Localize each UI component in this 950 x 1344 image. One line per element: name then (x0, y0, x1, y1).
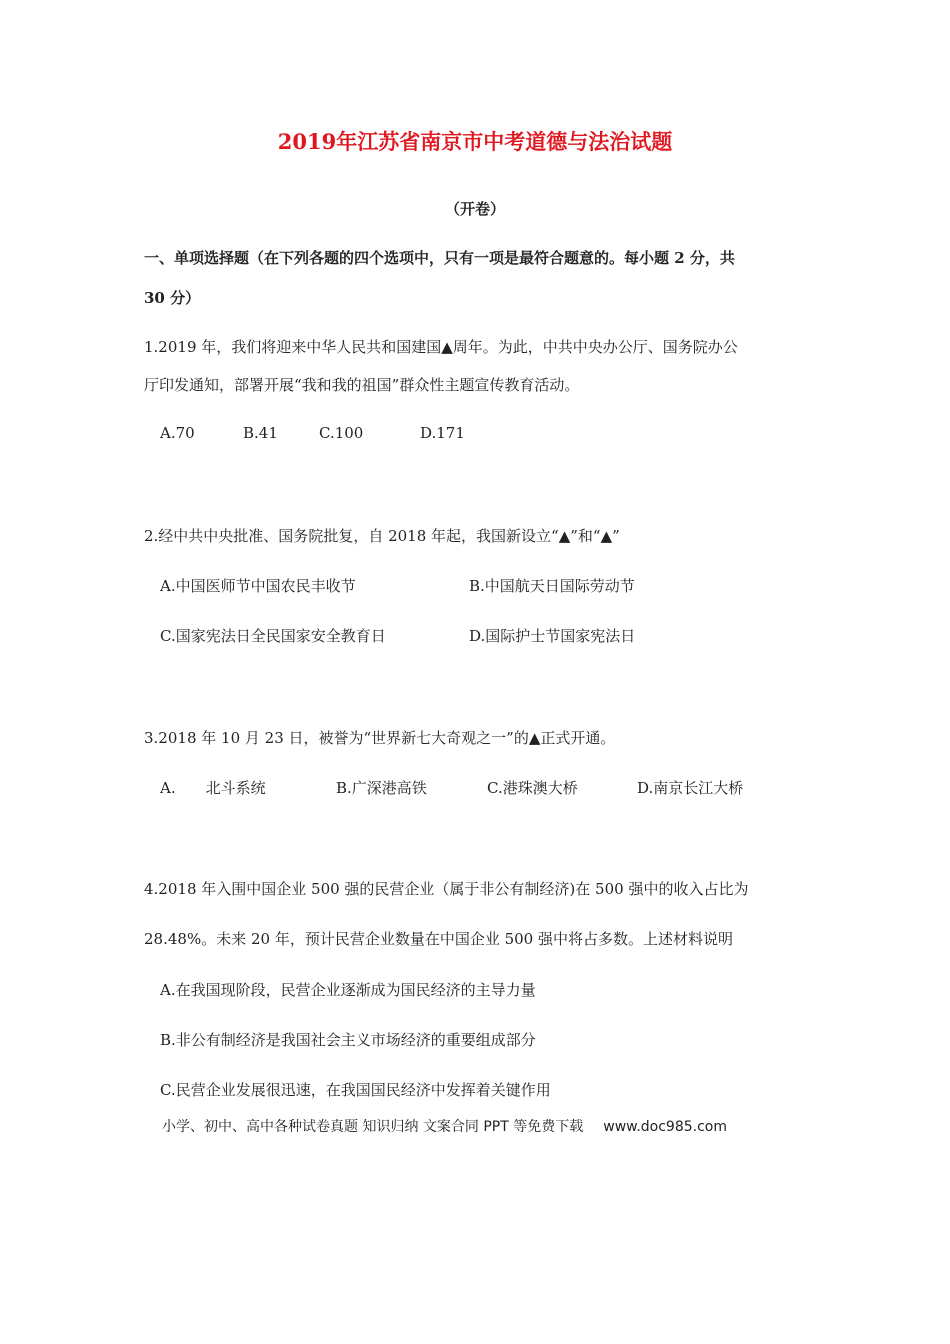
q2-option-c: C.国家宪法日全民国家安全教育日 (160, 627, 386, 645)
q2-option-b: B.中国航天日国际劳动节 (469, 577, 635, 595)
question-4-line1: 4.2018 年入围中国企业 500 强的民营企业（属于非公有制经济)在 500 强中的收入占比为 (144, 880, 749, 898)
section-heading-line2: 30 分） (144, 289, 201, 307)
question-1-line1: 1.2019 年，我们将迎来中华人民共和国建国▲周年。为此，中共中央办公厅、国务院办公 (144, 338, 738, 356)
footer-text: 小学、初中、高中各种试卷真题 知识归纳 文案合同 PPT 等免费下载 (162, 1119, 584, 1135)
q3-option-a: A. 北斗系统 (160, 779, 266, 797)
question-1-line2: 厅印发通知，部署开展“我和我的祖国”群众性主题宣传教育活动。 (144, 376, 580, 394)
page-title: 2019年江苏省南京市中考道德与法治试题 (277, 129, 673, 154)
page-subtitle: （开卷） (444, 200, 505, 218)
q2-option-a: A.中国医师节中国农民丰收节 (160, 577, 356, 595)
question-4-line2: 28.48%。未来 20 年，预计民营企业数量在中国企业 500 强中将占多数。上述材料说明 (144, 930, 733, 948)
q4-option-c: C.民营企业发展很迅速，在我国国民经济中发挥着关键作用 (160, 1081, 551, 1099)
q2-option-d: D.国际护士节国家宪法日 (469, 627, 636, 645)
footer-site-link[interactable]: www.doc985.com (603, 1119, 727, 1135)
q1-option-a: A.70 (160, 424, 195, 442)
q3-option-d: D.南京长江大桥 (637, 779, 744, 797)
q1-option-d: D.171 (420, 424, 465, 442)
q4-option-a: A.在我国现阶段，民营企业逐渐成为国民经济的主导力量 (160, 981, 536, 999)
footer (162, 1116, 727, 1136)
section-heading-line1: 一、单项选择题（在下列各题的四个选项中，只有一项是最符合题意的。每小题 2 分，共 (144, 249, 735, 267)
q4-option-b: B.非公有制经济是我国社会主义市场经济的重要组成部分 (160, 1031, 536, 1049)
q3-option-c: C.港珠澳大桥 (487, 779, 578, 797)
q1-option-c: C.100 (319, 424, 364, 442)
q1-option-b: B.41 (243, 424, 278, 442)
q3-option-b: B.广深港高铁 (336, 779, 427, 797)
question-3-line1: 3.2018 年 10 月 23 日，被誉为“世界新七大奇观之一”的▲正式开通。 (144, 729, 616, 747)
question-2-line1: 2.经中共中央批准、国务院批复，自 2018 年起，我国新设立“▲”和“▲” (144, 527, 620, 545)
